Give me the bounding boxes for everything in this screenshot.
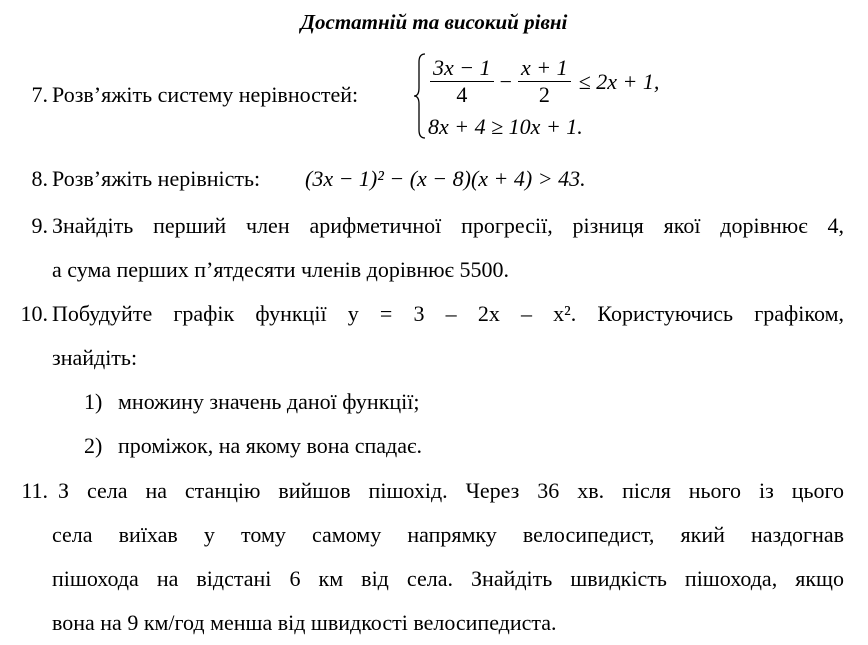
problem-10-line-2: знайдіть:	[52, 345, 138, 370]
system-line-2: 8x + 4 ≥ 10x + 1.	[428, 114, 583, 139]
problem-9-line-2: а сума перших п’ятдесяти членів дорівнює 5500.	[52, 257, 509, 282]
problem-7-text: Розв’яжіть систему нерівностей:	[52, 82, 359, 107]
problem-11-line-1: З села на станцію вийшов пішохід. Через 36 хв. після нього із цього	[58, 478, 844, 503]
problem-8-text: Розв’яжіть нерівність:	[52, 166, 261, 191]
problem-10-line-1: Побудуйте графік функції y = 3 – 2x – x². Користуючись графіком,	[52, 301, 844, 326]
fraction-1-numerator: 3x − 1	[430, 55, 494, 82]
inequality-rhs: ≤ 2x + 1,	[578, 68, 660, 94]
fraction-2-numerator: x + 1	[518, 55, 571, 82]
fraction-1	[430, 55, 494, 108]
problem-9-line-1: Знайдіть перший член арифметичної прогресії, різниця якої дорівнює 4,	[52, 213, 844, 238]
minus-sign: −	[499, 68, 513, 94]
problem-10-sub-1-text: множину значень даної функції;	[118, 389, 420, 414]
system-brace	[413, 52, 427, 140]
problem-8-expression: (3x − 1)² − (x − 8)(x + 4) > 43.	[305, 166, 586, 191]
problem-7-number: 7.	[31, 82, 48, 107]
system-line-1	[428, 55, 659, 108]
problem-9-number: 9.	[31, 213, 48, 238]
fraction-1-denominator: 4	[456, 82, 468, 107]
fraction-2-denominator: 2	[538, 82, 550, 107]
problem-10-sub-1-number: 1)	[84, 389, 103, 414]
fraction-2	[518, 55, 571, 108]
section-heading: Достатній та високий рівні	[300, 10, 568, 34]
problem-8-number: 8.	[31, 166, 48, 191]
problem-10-number: 10.	[20, 301, 48, 326]
problem-11-line-3: пішохода на відстані 6 км від села. Знайдіть швидкість пішохода, якщо	[52, 566, 844, 591]
problem-10-sub-2-text: проміжок, на якому вона спадає.	[118, 433, 422, 458]
problem-11-line-4: вона на 9 км/год менша від швидкості велосипедиста.	[52, 610, 557, 635]
problem-11-line-2: села виїхав у тому самому напрямку велосипедист, який наздогнав	[52, 522, 844, 547]
problem-10-sub-2-number: 2)	[84, 433, 103, 458]
problem-11-number: 11.	[21, 478, 48, 503]
